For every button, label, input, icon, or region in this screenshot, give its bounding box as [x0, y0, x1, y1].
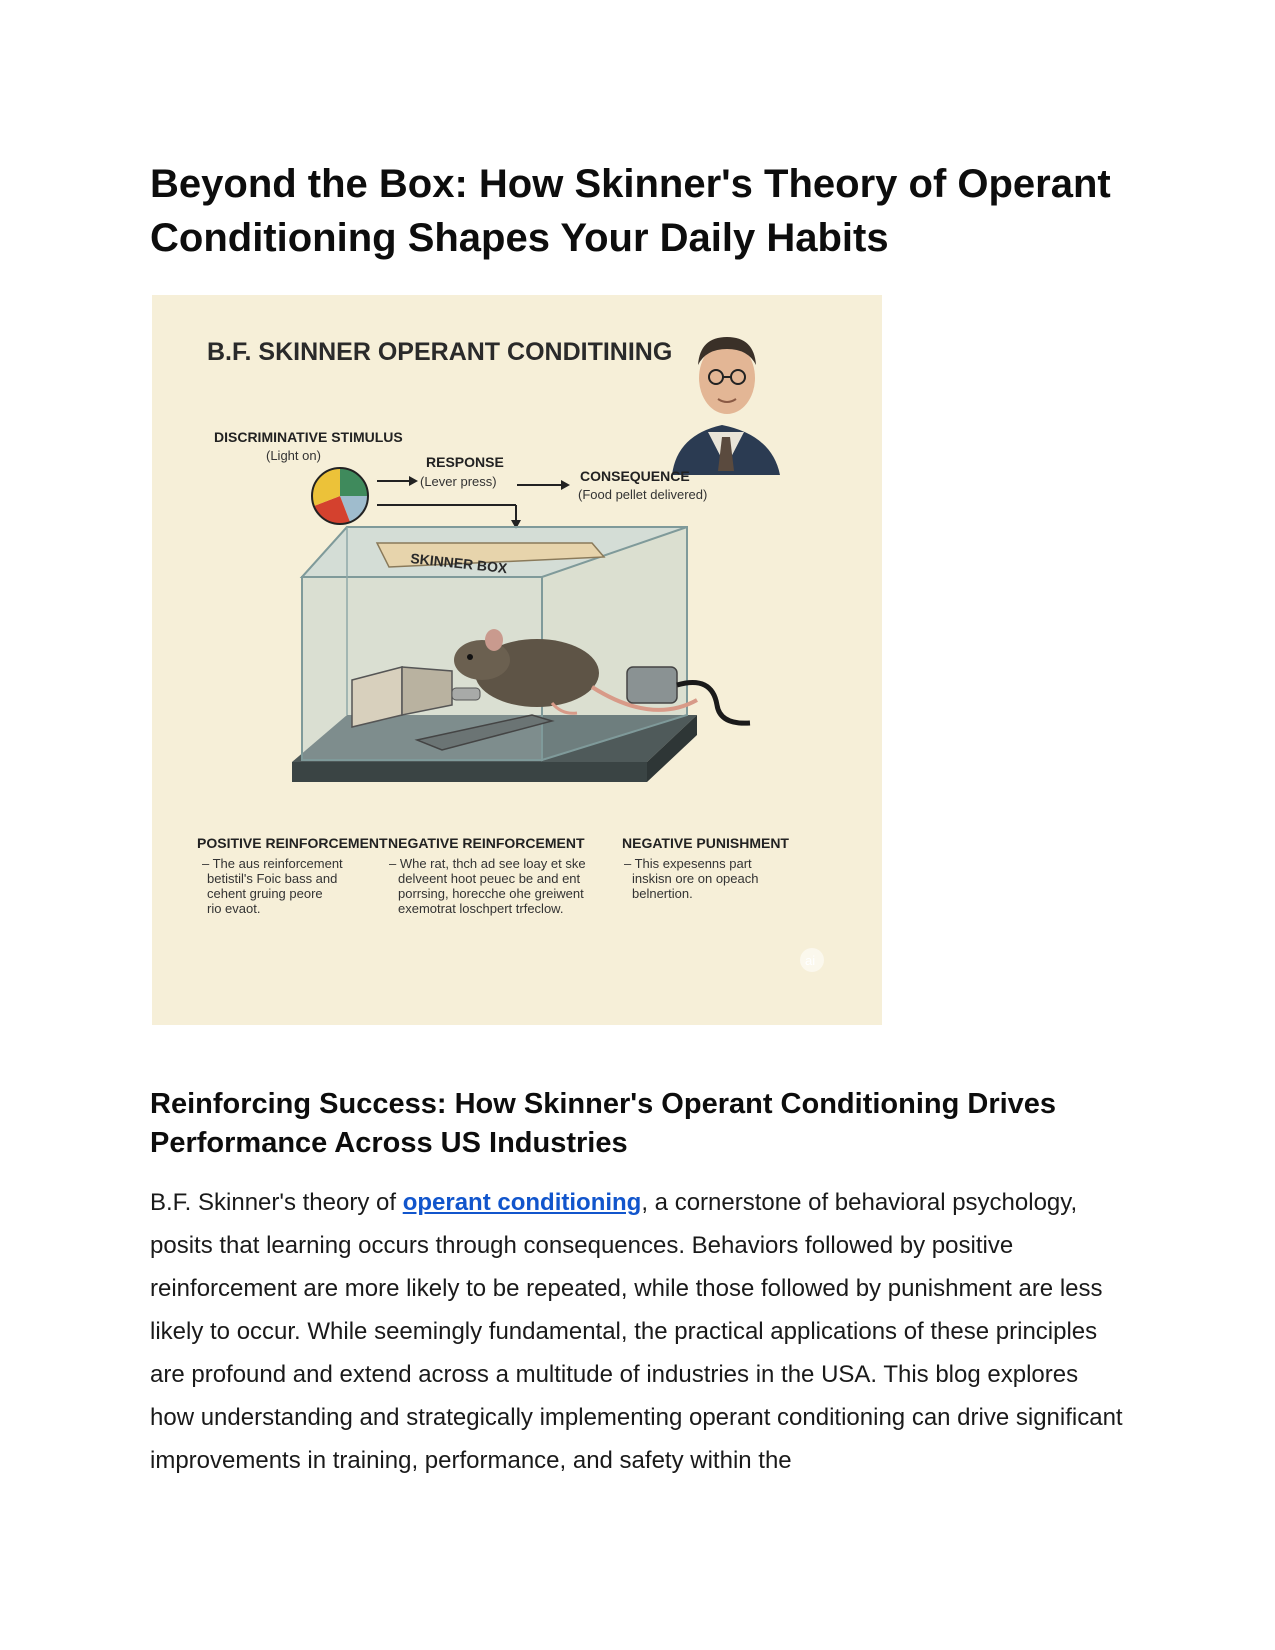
column-3-text: – This expesenns part inskisn ore on opeach belnertion.: [624, 856, 759, 901]
column-1-text: – The aus reinforcement betistil's Foic bass and cehent gruing peore rio evaot.: [202, 856, 343, 916]
operant-conditioning-link[interactable]: operant conditioning: [402, 1189, 642, 1216]
stimulus-pie-icon: [312, 468, 368, 524]
page-title: Beyond the Box: How Skinner's Theory of Operant Conditioning Shapes Your Daily Habits: [150, 162, 1111, 260]
skinner-portrait-image: [672, 337, 780, 475]
skinner-box-illustration: [292, 527, 750, 782]
infographic-canvas: [152, 295, 882, 1025]
paragraph-text-lead: B.F. Skinner's theory of: [150, 1189, 403, 1216]
section-heading: Reinforcing Success: How Skinner's Operant Conditioning Drives Performance Across US Industries: [150, 1088, 1057, 1159]
response-note: (Lever press): [420, 474, 497, 489]
paragraph-text-rest: , a cornerstone of behavioral psychology, posits that learning occurs through consequences. Behaviors followed by positive reinforcement are more likely to be repeated, while those followed by punishment are less likely to occur. While seemingly fundamental, the practical applications of these principles are profound and extend across a multitude of industries in the USA. This blog explores how understanding and strategically implementing operant conditioning can drive significant improvements in training, performance, and safety within the: [150, 1189, 1123, 1474]
consequence-note: (Food pellet delivered): [578, 487, 708, 502]
response-label: RESPONSE: [426, 454, 504, 470]
ai-watermark: ai: [805, 953, 816, 968]
skinner-infographic: [152, 295, 882, 1025]
body-paragraph: [150, 1181, 1125, 1482]
stimulus-note: (Light on): [266, 448, 321, 463]
stimulus-label: DISCRIMINATIVE STIMULUS: [214, 429, 403, 445]
consequence-label: CONSEQUENCE: [580, 468, 690, 484]
column-2-text: – Whe rat, thch ad see loay et ske delveent hoot peuec be and ent porrsing, horecche ohe greiwent exemotrat loschpert trfeclow.: [389, 856, 586, 916]
column-1-heading: POSITIVE REINFORCEMENT: [197, 835, 388, 851]
skinner-box-sign: SKINNER BOX: [409, 550, 509, 577]
column-2-heading: NEGATIVE REINFORCEMENT: [388, 835, 585, 851]
column-3-heading: NEGATIVE PUNISHMENT: [622, 835, 789, 851]
infographic-heading: B.F. SKINNER OPERANT CONDITINING: [207, 338, 673, 366]
